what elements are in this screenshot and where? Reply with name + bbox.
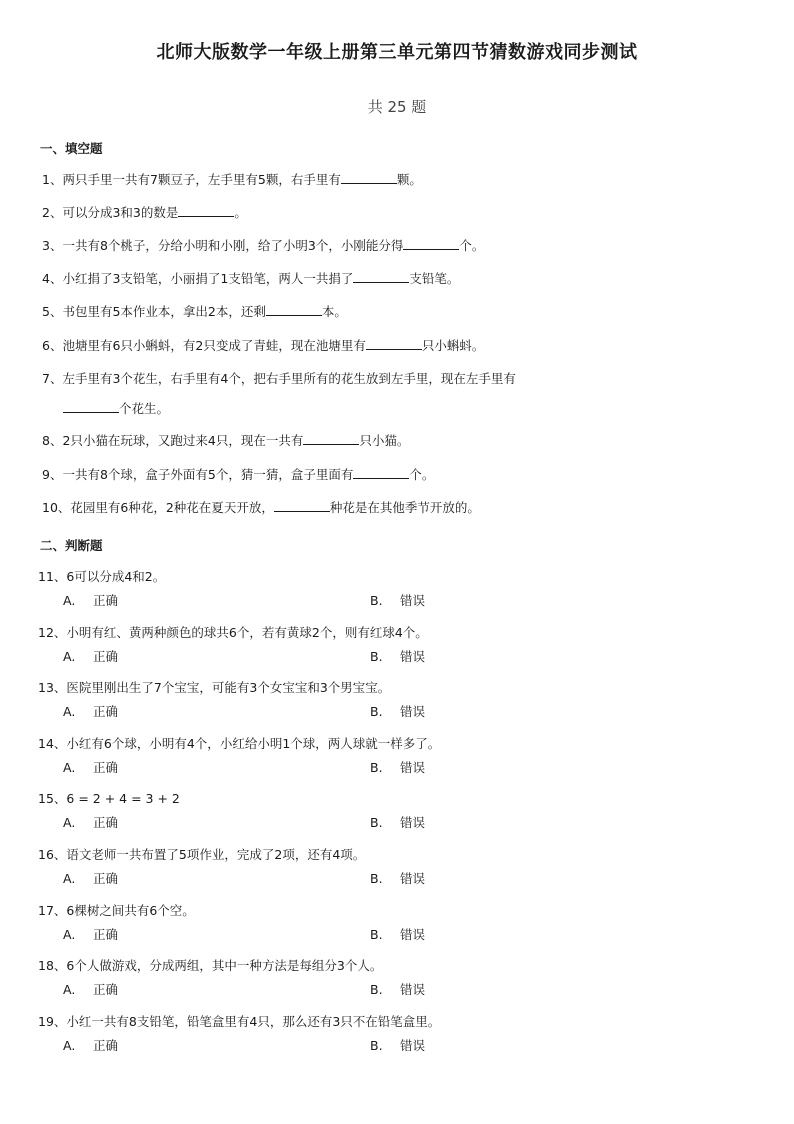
option-letter: A.: [63, 760, 76, 775]
option-correct[interactable]: [63, 1036, 118, 1054]
option-letter: A.: [63, 982, 76, 997]
option-letter: B.: [370, 593, 383, 608]
option-letter: A.: [63, 704, 76, 719]
option-text: 错误: [400, 760, 426, 775]
question-count: 共 25 题: [367, 98, 427, 116]
option-text: 正确: [93, 593, 119, 608]
option-correct[interactable]: [63, 925, 118, 943]
option-letter: B.: [370, 704, 383, 719]
question-text: 小明有红、黄两种颜色的球共6个，若有黄球2个，则有红球4个。: [66, 625, 428, 640]
option-letter: B.: [370, 760, 383, 775]
answer-blank[interactable]: [403, 237, 459, 250]
question-text-end: 。: [234, 205, 247, 220]
option-letter: B.: [370, 871, 383, 886]
question-text: 左手里有3个花生，右手里有4个，把右手里所有的花生放到左手里，现在左手里有: [62, 371, 516, 386]
question-text: 两只手里一共有7颗豆子，左手里有5颗，右手里有: [62, 172, 341, 187]
option-text: 正确: [93, 704, 119, 719]
question-text: 池塘里有6只小蝌蚪，有2只变成了青蛙，现在池塘里有: [62, 338, 366, 353]
answer-blank[interactable]: [341, 171, 397, 184]
answer-blank[interactable]: [274, 499, 330, 512]
question-text: 小红一共有8支铅笔，铅笔盒里有4只，那么还有3只不在铅笔盒里。: [66, 1014, 441, 1029]
option-text: 错误: [400, 982, 426, 997]
answer-blank[interactable]: [178, 204, 234, 217]
option-letter: A.: [63, 593, 76, 608]
option-wrong[interactable]: [370, 702, 425, 720]
question-text: 小红有6个球，小明有4个，小红给小明1个球，两人球就一样多了。: [66, 736, 441, 751]
question-number: 15、: [38, 791, 67, 806]
option-text: 正确: [93, 1038, 119, 1053]
option-correct[interactable]: [63, 702, 118, 720]
section-heading-fill: 一、填空题: [40, 141, 103, 156]
option-correct[interactable]: [63, 813, 118, 831]
fill-question-continuation: [63, 399, 169, 417]
option-letter: B.: [370, 1038, 383, 1053]
option-text: 错误: [400, 649, 426, 664]
answer-blank[interactable]: [353, 270, 409, 283]
option-letter: A.: [63, 649, 76, 664]
judge-question: [38, 956, 382, 974]
option-text: 正确: [93, 982, 119, 997]
question-text-end: 个。: [459, 238, 485, 253]
judge-question: [38, 623, 428, 641]
judge-question: [38, 901, 195, 919]
question-number: 2、: [42, 205, 63, 220]
option-letter: A.: [63, 927, 76, 942]
judge-question: [38, 845, 365, 863]
answer-blank[interactable]: [303, 432, 359, 445]
answer-blank[interactable]: [63, 400, 119, 413]
option-text: 错误: [400, 704, 426, 719]
question-text-end: 本。: [321, 304, 347, 319]
question-text: 6可以分成4和2。: [66, 569, 166, 584]
question-text-end: 只小猫。: [359, 433, 410, 448]
judge-question: [38, 1012, 440, 1030]
question-text-end: 种花是在其他季节开放的。: [329, 500, 480, 515]
question-text: 一共有8个球，盒子外面有5个，猜一猜，盒子里面有: [62, 467, 354, 482]
fill-question: [42, 203, 247, 221]
question-text: 一共有8个桃子，分给小明和小刚，给了小明3个，小刚能分得: [62, 238, 404, 253]
fill-question: [42, 431, 409, 449]
option-text: 错误: [400, 593, 426, 608]
question-number: 16、: [38, 847, 67, 862]
option-letter: B.: [370, 649, 383, 664]
question-number: 8、: [42, 433, 63, 448]
question-number: 1、: [42, 172, 63, 187]
judge-question: [38, 678, 390, 696]
fill-question: [42, 336, 484, 354]
option-letter: B.: [370, 815, 383, 830]
option-correct[interactable]: [63, 591, 118, 609]
fill-question: [42, 269, 459, 287]
question-number: 19、: [38, 1014, 67, 1029]
question-number: 11、: [38, 569, 67, 584]
option-text: 错误: [400, 1038, 426, 1053]
option-text: 正确: [93, 815, 119, 830]
question-text: 书包里有5本作业本，拿出2本，还剩: [62, 304, 266, 319]
option-text: 正确: [93, 927, 119, 942]
question-number: 18、: [38, 958, 67, 973]
option-text: 错误: [400, 927, 426, 942]
question-text: 6棵树之间共有6个空。: [66, 903, 195, 918]
question-number: 17、: [38, 903, 67, 918]
option-text: 错误: [400, 871, 426, 886]
question-text: 6个人做游戏，分成两组，其中一种方法是每组分3个人。: [66, 958, 383, 973]
judge-question: [38, 789, 180, 807]
option-wrong[interactable]: [370, 925, 425, 943]
option-text: 正确: [93, 760, 119, 775]
option-wrong[interactable]: [370, 813, 425, 831]
fill-question: [42, 498, 480, 516]
option-letter: A.: [63, 871, 76, 886]
option-correct[interactable]: [63, 647, 118, 665]
option-correct[interactable]: [63, 980, 118, 998]
option-letter: B.: [370, 982, 383, 997]
fill-question: [42, 236, 484, 254]
question-number: 6、: [42, 338, 63, 353]
fill-question: [42, 465, 434, 483]
answer-blank[interactable]: [266, 303, 322, 316]
question-number: 9、: [42, 467, 63, 482]
judge-question: [38, 567, 165, 585]
option-correct[interactable]: [63, 869, 118, 887]
question-number: 3、: [42, 238, 63, 253]
question-number: 7、: [42, 371, 63, 386]
question-text-end: 个。: [409, 467, 435, 482]
question-text-end: 支铅笔。: [409, 271, 460, 286]
page-title: 北师大版数学一年级上册第三单元第四节猜数游戏同步测试: [156, 42, 638, 63]
answer-blank[interactable]: [366, 337, 422, 350]
question-text: 医院里刚出生了7个宝宝，可能有3个女宝宝和3个男宝宝。: [66, 680, 391, 695]
option-letter: A.: [63, 815, 76, 830]
section-heading-judge: 二、判断题: [40, 538, 103, 553]
option-wrong[interactable]: [370, 647, 425, 665]
question-number: 5、: [42, 304, 63, 319]
option-correct[interactable]: [63, 758, 118, 776]
question-number: 10、: [42, 500, 71, 515]
question-text: 语文老师一共布置了5项作业，完成了2项，还有4项。: [66, 847, 366, 862]
judge-question: [38, 734, 440, 752]
fill-question: [42, 369, 516, 387]
option-text: 正确: [93, 871, 119, 886]
option-text: 正确: [93, 649, 119, 664]
option-wrong[interactable]: [370, 591, 425, 609]
question-text: 花园里有6种花，2种花在夏天开放，: [70, 500, 274, 515]
option-wrong[interactable]: [370, 980, 425, 998]
question-text: 可以分成3和3的数是: [62, 205, 179, 220]
fill-question: [42, 302, 347, 320]
option-wrong[interactable]: [370, 1036, 425, 1054]
fill-question: [42, 170, 422, 188]
question-text-end: 颗。: [396, 172, 422, 187]
option-wrong[interactable]: [370, 758, 425, 776]
option-letter: B.: [370, 927, 383, 942]
option-text: 错误: [400, 815, 426, 830]
option-letter: A.: [63, 1038, 76, 1053]
question-number: 12、: [38, 625, 67, 640]
question-number: 4、: [42, 271, 63, 286]
option-wrong[interactable]: [370, 869, 425, 887]
question-text-end: 个花生。: [119, 401, 170, 416]
answer-blank[interactable]: [353, 466, 409, 479]
question-number: 13、: [38, 680, 67, 695]
question-text: 6 = 2 + 4 = 3 + 2: [66, 791, 180, 806]
question-text: 小红捐了3支铅笔，小丽捐了1支铅笔，两人一共捐了: [62, 271, 354, 286]
question-text-end: 只小蝌蚪。: [421, 338, 485, 353]
question-number: 14、: [38, 736, 67, 751]
question-text: 2只小猫在玩球，又跑过来4只，现在一共有: [62, 433, 304, 448]
